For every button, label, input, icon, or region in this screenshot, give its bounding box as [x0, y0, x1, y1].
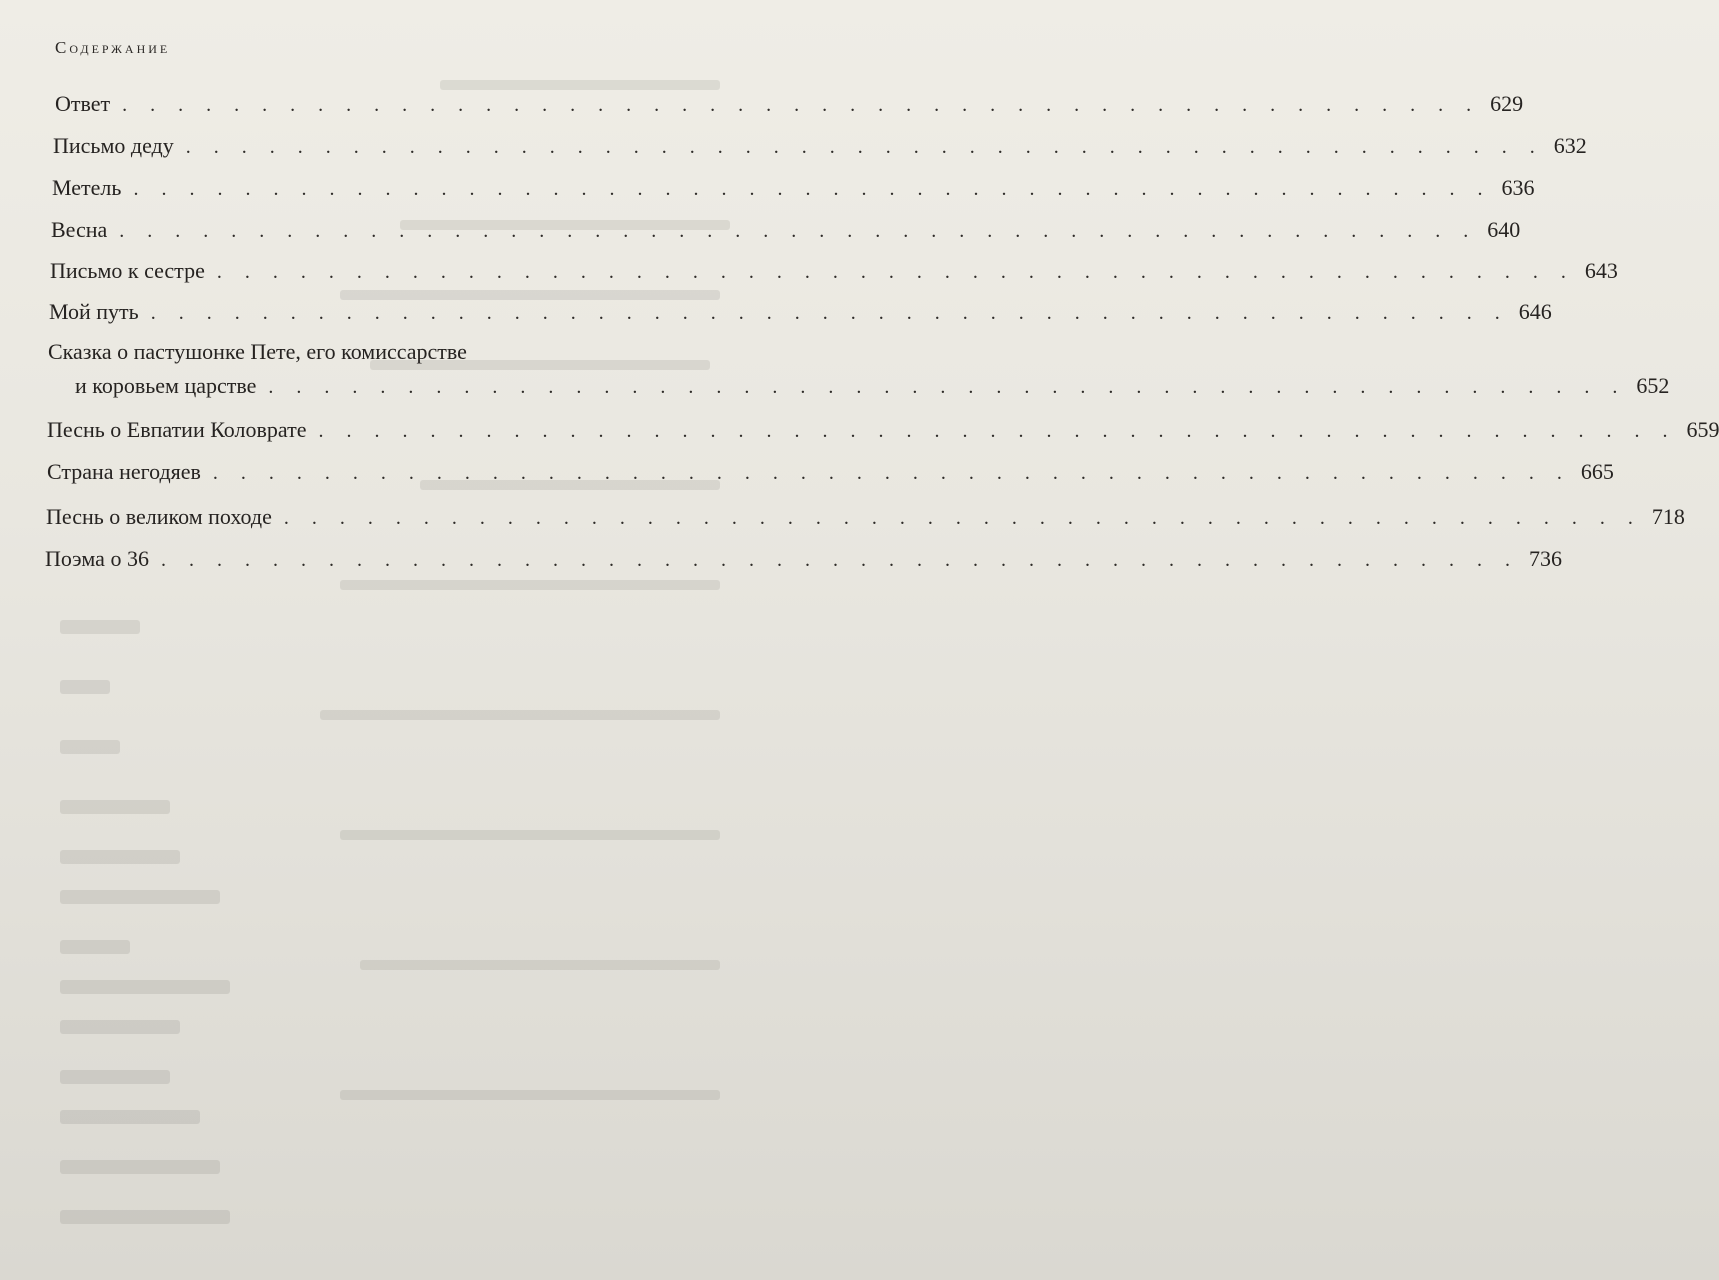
toc-entry-page: 646 — [1518, 299, 1552, 324]
page-header: Содержание — [55, 38, 171, 57]
toc-entry-title: Поэма о 36 — [45, 546, 149, 571]
toc-entry-page: 629 — [1490, 91, 1524, 116]
dot-leader: . . . . . . . . . . . . . . . . . . . . . . . . . . . . . . . . . . . . . . . . . . . . . . . . . — [160, 549, 1519, 571]
dot-leader: . . . . . . . . . . . . . . . . . . . . . . . . . . . . . . . . . . . . . . . . . . . . . . . . . — [119, 220, 1478, 242]
toc-entry-page: 632 — [1553, 133, 1587, 158]
toc-entry — [52, 174, 1535, 203]
toc-entry-title: Ответ — [55, 91, 111, 116]
toc-entry-title: Песнь о Евпатии Коловрате — [47, 417, 307, 442]
toc-entry — [50, 257, 1618, 286]
dot-leader: . . . . . . . . . . . . . . . . . . . . . . . . . . . . . . . . . . . . . . . . . . . . . . . . . — [133, 178, 1492, 200]
toc-entry — [75, 372, 1670, 401]
toc-entry — [51, 216, 1521, 245]
dot-leader: . . . . . . . . . . . . . . . . . . . . . . . . . . . . . . . . . . . . . . . . . . . . . . . . . — [122, 94, 1481, 116]
toc-entry-title-line2: и коровьем царстве — [75, 373, 257, 398]
toc-entry — [46, 503, 1685, 532]
toc-entry-page: 665 — [1580, 459, 1614, 484]
toc-entry-page: 659 — [1686, 417, 1719, 442]
toc-entry — [47, 458, 1614, 487]
dot-leader: . . . . . . . . . . . . . . . . . . . . . . . . . . . . . . . . . . . . . . . . . . . . . . . . . — [212, 462, 1571, 484]
toc-entry-page: 718 — [1651, 504, 1685, 529]
toc-entry-page: 636 — [1501, 175, 1535, 200]
dot-leader: . . . . . . . . . . . . . . . . . . . . . . . . . . . . . . . . . . . . . . . . . . . . . . . . . — [283, 507, 1642, 529]
toc-entry-page: 736 — [1528, 546, 1562, 571]
toc-entry — [45, 545, 1562, 574]
toc-entry-title: Метель — [52, 175, 122, 200]
toc-entry — [55, 90, 1524, 119]
toc-entry-title-line1: Сказка о пастушонке Пете, его комиссарстве — [48, 339, 467, 364]
toc-entry-title: Страна негодяев — [47, 459, 201, 484]
dot-leader: . . . . . . . . . . . . . . . . . . . . . . . . . . . . . . . . . . . . . . . . . . . . . . . . . — [150, 302, 1509, 324]
toc-entry-page: 643 — [1584, 258, 1618, 283]
dot-leader: . . . . . . . . . . . . . . . . . . . . . . . . . . . . . . . . . . . . . . . . . . . . . . . . . — [216, 261, 1575, 283]
toc-entry-title: Письмо деду — [53, 133, 174, 158]
toc-entry-page: 640 — [1487, 217, 1521, 242]
dot-leader: . . . . . . . . . . . . . . . . . . . . . . . . . . . . . . . . . . . . . . . . . . . . . . . . . — [268, 376, 1627, 398]
toc-entry-page: 652 — [1636, 373, 1670, 398]
toc-entry — [49, 298, 1552, 327]
toc-entry — [53, 132, 1587, 161]
toc-entry — [47, 416, 1719, 445]
toc-entry-title: Мой путь — [49, 299, 139, 324]
toc-entry-title: Письмо к сестре — [50, 258, 205, 283]
dot-leader: . . . . . . . . . . . . . . . . . . . . . . . . . . . . . . . . . . . . . . . . . . . . . . . . . — [185, 136, 1544, 158]
toc-entry-title: Песнь о великом походе — [46, 504, 272, 529]
dot-leader: . . . . . . . . . . . . . . . . . . . . . . . . . . . . . . . . . . . . . . . . . . . . . . . . . — [318, 420, 1677, 442]
toc-entry-title: Весна — [51, 217, 108, 242]
